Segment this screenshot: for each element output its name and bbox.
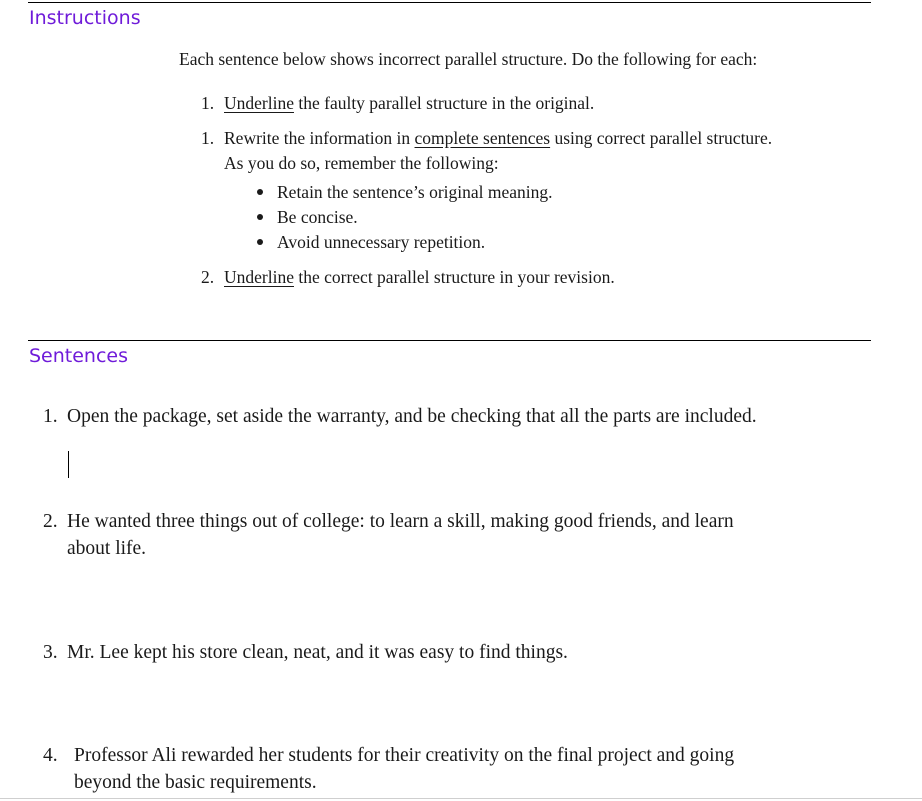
sentence-number: 2. xyxy=(43,511,58,532)
step-underlined: Underline xyxy=(224,267,294,287)
step-text xyxy=(224,128,772,149)
sentence-number: 3. xyxy=(43,642,58,663)
page-bottom-edge xyxy=(0,798,922,799)
top-rule xyxy=(28,2,871,3)
sentence-number: 4. xyxy=(43,745,58,766)
step-rest: the correct parallel structure in your revision. xyxy=(293,267,615,287)
sentence-text-continued[interactable]: beyond the basic requirements. xyxy=(74,772,317,793)
sentence-text[interactable]: He wanted three things out of college: to learn a skill, making good friends, and learn xyxy=(67,511,734,532)
step-number: 1. xyxy=(201,128,215,148)
sentences-heading: Sentences xyxy=(29,345,129,367)
bullet-text: Be concise. xyxy=(277,207,358,227)
step-number: 1. xyxy=(201,93,215,113)
instructions-heading: Instructions xyxy=(29,7,141,29)
sentence-text[interactable]: Professor Ali rewarded her students for their creativity on the final project and going xyxy=(74,745,735,766)
step-rest: the faulty parallel structure in the original. xyxy=(293,93,595,113)
step-text xyxy=(224,93,594,114)
sentence-number: 1. xyxy=(43,406,58,427)
section-rule xyxy=(28,340,871,341)
sentence-text[interactable]: Open the package, set aside the warranty, and be checking that all the parts are included. xyxy=(67,406,757,427)
bullet-icon xyxy=(257,189,263,195)
step-underlined: complete sentences xyxy=(414,128,551,148)
step-line2: As you do so, remember the following: xyxy=(224,153,499,173)
step-underlined: Underline xyxy=(224,93,294,113)
sentence-text[interactable]: Mr. Lee kept his store clean, neat, and it was easy to find things. xyxy=(67,642,568,663)
step-text xyxy=(224,267,615,288)
step-before: Rewrite the information in xyxy=(224,128,415,148)
instructions-intro: Each sentence below shows incorrect parallel structure. Do the following for each: xyxy=(179,49,758,69)
sentence-text-continued[interactable]: about life. xyxy=(67,538,147,559)
bullet-text: Avoid unnecessary repetition. xyxy=(277,232,486,252)
text-cursor[interactable] xyxy=(68,451,69,478)
step-number: 2. xyxy=(201,267,215,287)
bullet-text: Retain the sentence’s original meaning. xyxy=(277,182,553,202)
step-after: using correct parallel structure. xyxy=(550,128,773,148)
bullet-icon xyxy=(257,239,263,245)
bullet-icon xyxy=(257,214,263,220)
